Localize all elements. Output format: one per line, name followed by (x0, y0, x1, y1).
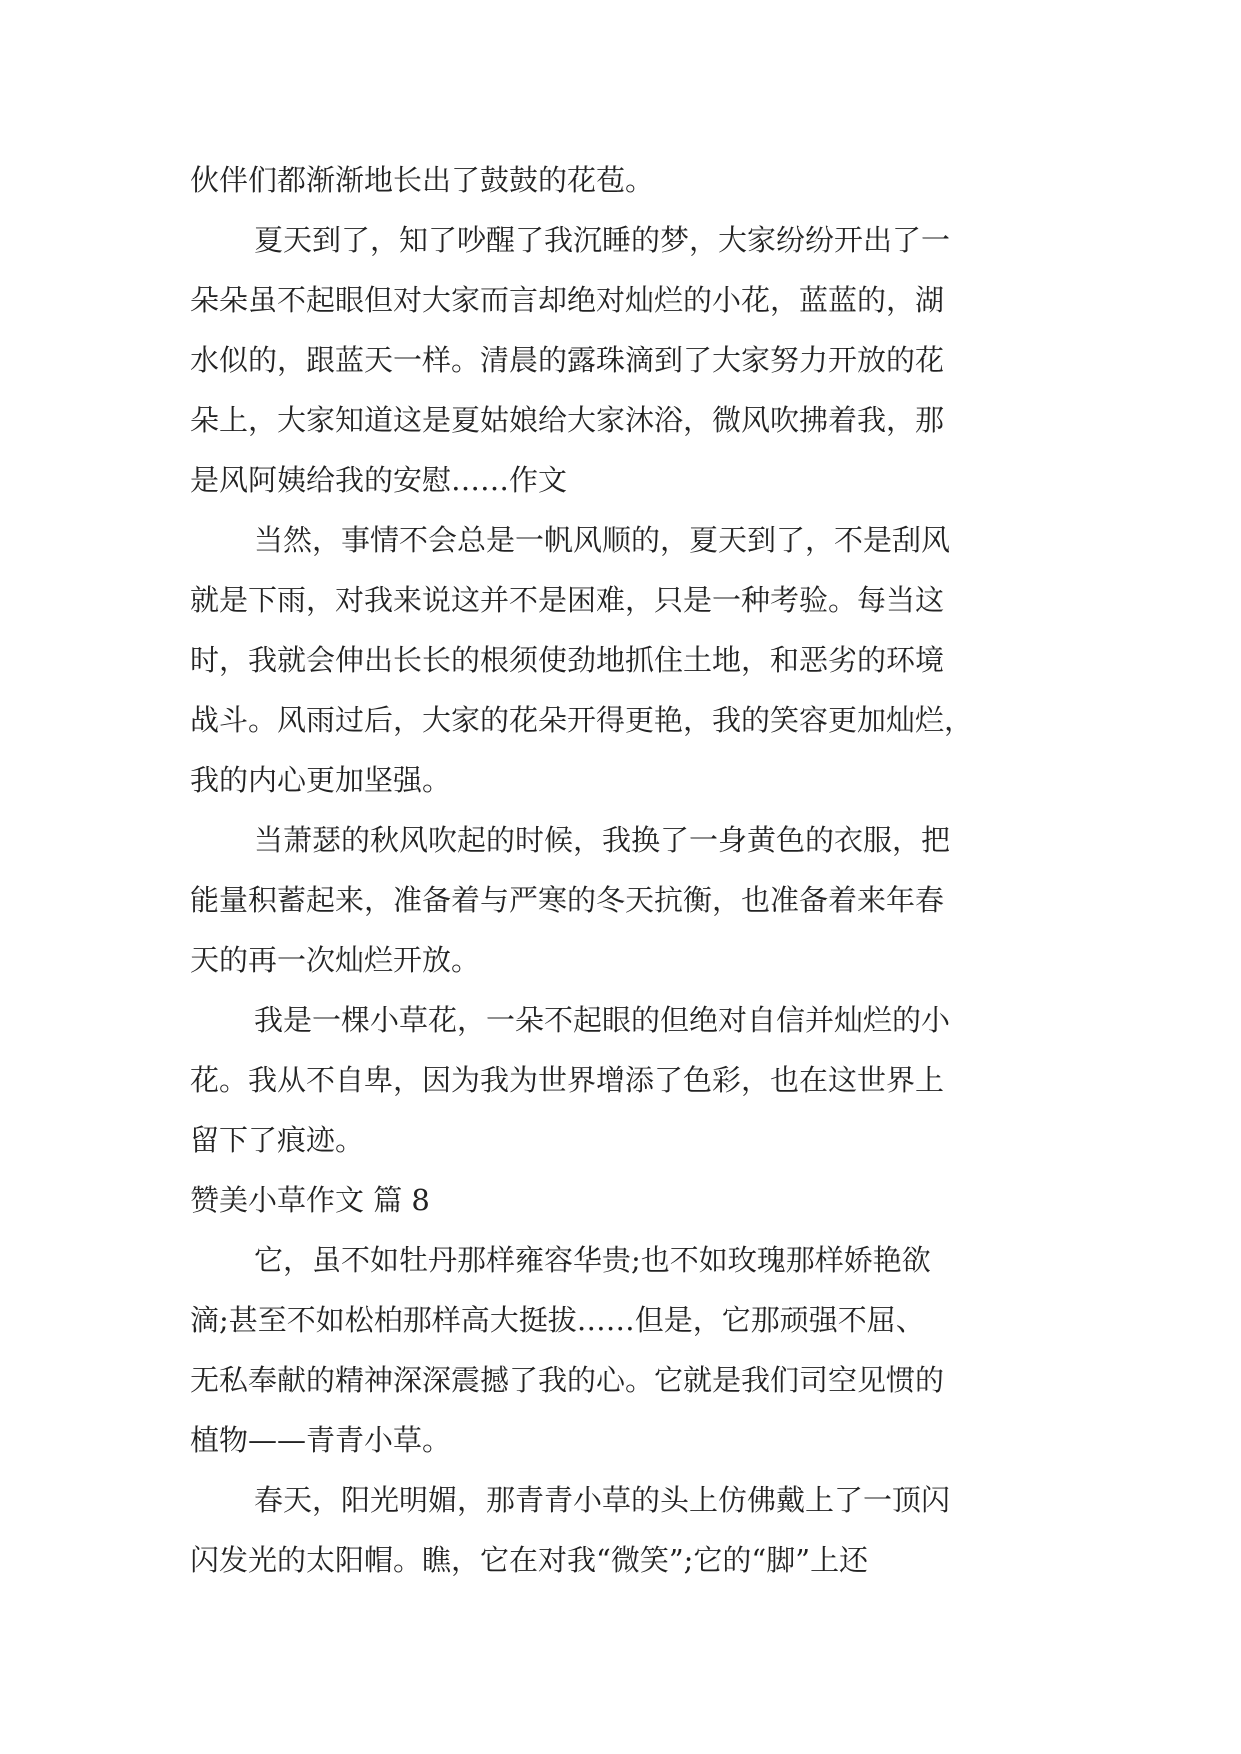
paragraph (190, 1230, 1070, 1470)
text-line: 滴;甚至不如松柏那样高大挺拔……但是，它那顽强不屈、 (190, 1303, 925, 1337)
text-line: 时，我就会伸出长长的根须使劲地抓住土地，和恶劣的环境 (190, 643, 945, 677)
text-line: 水似的，跟蓝天一样。清晨的露珠滴到了大家努力开放的花 (190, 343, 945, 377)
paragraph (190, 1470, 1070, 1590)
paragraph (190, 210, 1070, 510)
text-line: 夏天到了，知了吵醒了我沉睡的梦，大家纷纷开出了一 (254, 223, 951, 257)
text-line: 无私奉献的精神深深震撼了我的心。它就是我们司空见惯的 (190, 1363, 945, 1397)
text-line: 当萧瑟的秋风吹起的时候，我换了一身黄色的衣服，把 (254, 823, 951, 857)
text-line: 我的内心更加坚强。 (190, 763, 452, 797)
text-line: 当然，事情不会总是一帆风顺的，夏天到了，不是刮风 (254, 523, 951, 557)
text-line: 就是下雨，对我来说这并不是困难，只是一种考验。每当这 (190, 583, 945, 617)
section-heading (190, 1170, 1070, 1230)
text-line: 植物——青青小草。 (190, 1423, 452, 1457)
text-line: 伙伴们都渐渐地长出了鼓鼓的花苞。 (190, 163, 655, 197)
paragraph (190, 150, 1070, 210)
paragraph (190, 990, 1070, 1170)
text-line: 是风阿姨给我的安慰……作文 (190, 463, 568, 497)
text-line: 战斗。风雨过后，大家的花朵开得更艳，我的笑容更加灿烂， (190, 703, 974, 737)
text-line: 我是一棵小草花，一朵不起眼的但绝对自信并灿烂的小 (254, 1003, 951, 1037)
text-line: 朵朵虽不起眼但对大家而言却绝对灿烂的小花，蓝蓝的，湖 (190, 283, 945, 317)
text-line: 它，虽不如牡丹那样雍容华贵;也不如玫瑰那样娇艳欲 (254, 1243, 931, 1277)
paragraph (190, 510, 1070, 810)
text-line: 花。我从不自卑，因为我为世界增添了色彩，也在这世界上 (190, 1063, 945, 1097)
section-heading-text: 赞美小草作文 篇 8 (190, 1183, 430, 1217)
text-line: 春天，阳光明媚，那青青小草的头上仿佛戴上了一顶闪 (254, 1483, 951, 1517)
text-line: 能量积蓄起来，准备着与严寒的冬天抗衡，也准备着来年春 (190, 883, 945, 917)
document-body (190, 150, 1070, 1590)
paragraph (190, 810, 1070, 990)
text-line: 闪发光的太阳帽。瞧，它在对我“微笑”;它的“脚”上还 (190, 1543, 869, 1577)
text-line: 天的再一次灿烂开放。 (190, 943, 481, 977)
text-line: 留下了痕迹。 (190, 1123, 365, 1157)
text-line: 朵上，大家知道这是夏姑娘给大家沐浴，微风吹拂着我，那 (190, 403, 945, 437)
